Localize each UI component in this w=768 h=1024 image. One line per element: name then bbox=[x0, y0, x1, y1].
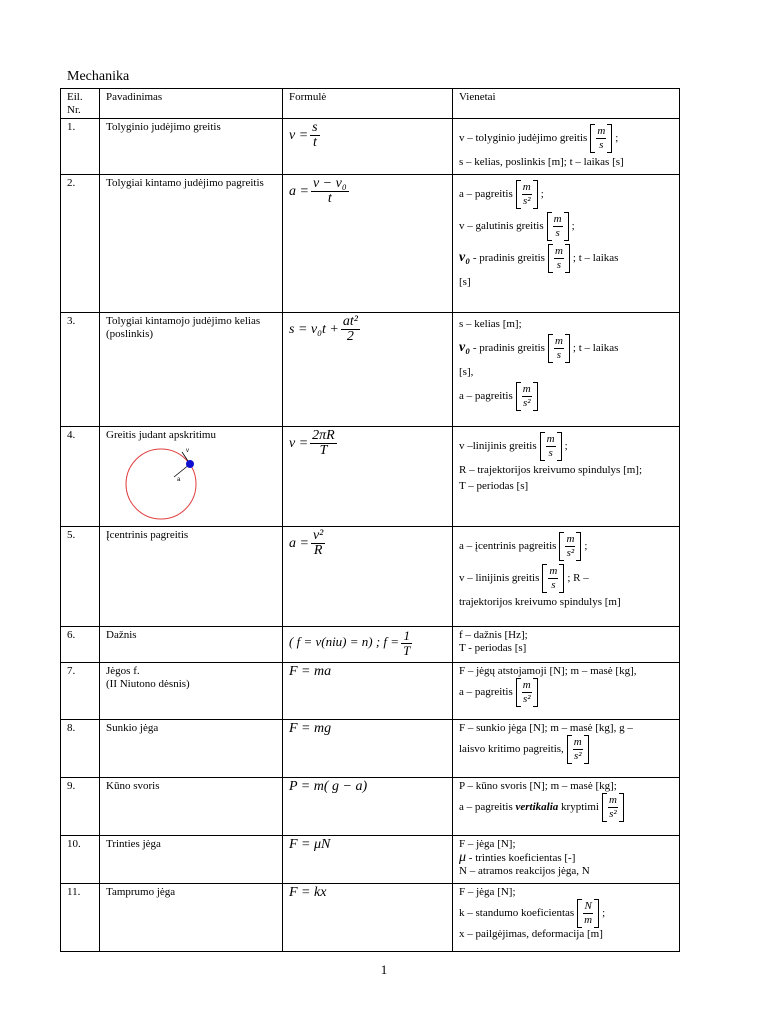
table-row bbox=[61, 427, 680, 527]
table-row bbox=[61, 313, 680, 427]
row-units: a – pagreitis $\frac{m}{\text{s²}}$ ; v – galutinis greitis $\frac{m}{s}$ ; v₀ - pradinis greitis $\frac{m}{s}$ ; t – laikas [s] bbox=[453, 175, 680, 313]
moving-body bbox=[186, 460, 194, 468]
table-row bbox=[61, 663, 680, 720]
row-formula: F = ma bbox=[283, 663, 453, 720]
row-units: F – jėga [N]; k – standumo koeficientas $\frac{N}{m}$ ; x – pailgėjimas, deformacija [m] bbox=[453, 884, 680, 952]
row-name: Kūno svoris bbox=[100, 778, 283, 836]
row-formula: F = μN bbox=[283, 836, 453, 884]
table-row bbox=[61, 527, 680, 627]
velocity-label: v bbox=[186, 448, 189, 454]
row-formula: v = $\frac{2\pi R}{T}$ bbox=[283, 427, 453, 527]
row-name: Tolyginio judėjimo greitis bbox=[100, 119, 283, 175]
section-title: Mechanika bbox=[67, 69, 130, 84]
table-header-row bbox=[61, 89, 680, 119]
row-units: a – įcentrinis pagreitis $\frac{m}{\text{s²}}$ ; v – linijinis greitis $\frac{m}{s}$ ; R – trajektorijos kreivumo spindulys [m] bbox=[453, 527, 680, 627]
row-name: Tamprumo jėga bbox=[100, 884, 283, 952]
table-row bbox=[61, 836, 680, 884]
table-row bbox=[61, 119, 680, 175]
row-number: 2. bbox=[61, 175, 100, 313]
table-row bbox=[61, 778, 680, 836]
row-number: 10. bbox=[61, 836, 100, 884]
header-formula: Formulė bbox=[283, 89, 453, 119]
row-name: Trinties jėga bbox=[100, 836, 283, 884]
row-number: 7. bbox=[61, 663, 100, 720]
header-units: Vienetai bbox=[453, 89, 680, 119]
row-units: f – dažnis [Hz]; T - periodas [s] bbox=[453, 627, 680, 663]
row-name: Įcentrinis pagreitis bbox=[100, 527, 283, 627]
row-units: v – tolyginio judėjimo greitis $\frac{m}{s}$ ; s – kelias, poslinkis [m]; t – laikas [s] bbox=[453, 119, 680, 175]
physics-formula-table bbox=[60, 88, 680, 952]
acceleration-label: a bbox=[177, 477, 181, 483]
row-formula: a = $\frac{\text{v − v₀}}{t}$ bbox=[283, 175, 453, 313]
row-name: Greitis judant apskritimu v a bbox=[100, 427, 283, 527]
row-formula: s = v₀t + $\frac{\text{at²}}{2}$ bbox=[283, 313, 453, 427]
row-units: v –linijinis greitis $\frac{m}{s}$ ; R – trajektorijos kreivumo spindulys [m]; T – periodas [s] bbox=[453, 427, 680, 527]
page-number: 1 bbox=[380, 962, 388, 977]
table-row bbox=[61, 627, 680, 663]
row-name: Tolygiai kintamo judėjimo pagreitis bbox=[100, 175, 283, 313]
row-formula: F = kx bbox=[283, 884, 453, 952]
table-row bbox=[61, 175, 680, 313]
row-name: Tolygiai kintamojo judėjimo kelias (poslinkis) bbox=[100, 313, 283, 427]
header-nr: Eil. Nr. bbox=[61, 89, 100, 119]
row-number: 1. bbox=[61, 119, 100, 175]
row-number: 9. bbox=[61, 778, 100, 836]
row-formula: F = mg bbox=[283, 720, 453, 778]
header-name: Pavadinimas bbox=[100, 89, 283, 119]
table-row bbox=[61, 720, 680, 778]
row-name: Jėgos f. (II Niutono dėsnis) bbox=[100, 663, 283, 720]
row-number: 4. bbox=[61, 427, 100, 527]
row-formula: v = $\frac{s}{t}$ bbox=[283, 119, 453, 175]
row-name: Dažnis bbox=[100, 627, 283, 663]
row-units: F – jėga [N]; μ - trinties koeficientas [-] N – atramos reakcijos jėga, N bbox=[453, 836, 680, 884]
circular-motion-diagram bbox=[106, 444, 226, 524]
table-row bbox=[61, 884, 680, 952]
row-number: 5. bbox=[61, 527, 100, 627]
row-units: P – kūno svoris [N]; m – masė [kg]; a – pagreitis vertikalia kryptimi $\frac{m}{\text{s²}}$ bbox=[453, 778, 680, 836]
trajectory-circle bbox=[126, 449, 196, 519]
row-formula: ( f = ν(niu) = n) ; f = $\frac{1}{T}$ bbox=[283, 627, 453, 663]
row-number: 3. bbox=[61, 313, 100, 427]
row-number: 8. bbox=[61, 720, 100, 778]
row-units: F – sunkio jėga [N]; m – masė [kg], g – laisvo kritimo pagreitis, $\frac{m}{\text{s²}}$ bbox=[453, 720, 680, 778]
row-number: 6. bbox=[61, 627, 100, 663]
row-formula: P = m( g − a) bbox=[283, 778, 453, 836]
row-number: 11. bbox=[61, 884, 100, 952]
row-units: s – kelias [m]; v₀ - pradinis greitis $\frac{m}{s}$ ; t – laikas [s], a – pagreitis $\frac{m}{\text{s²}}$ bbox=[453, 313, 680, 427]
row-formula: a = $\frac{\text{v²}}{R}$ bbox=[283, 527, 453, 627]
row-name: Sunkio jėga bbox=[100, 720, 283, 778]
row-units: F – jėgų atstojamoji [N]; m – masė [kg], a – pagreitis $\frac{m}{\text{s²}}$ bbox=[453, 663, 680, 720]
